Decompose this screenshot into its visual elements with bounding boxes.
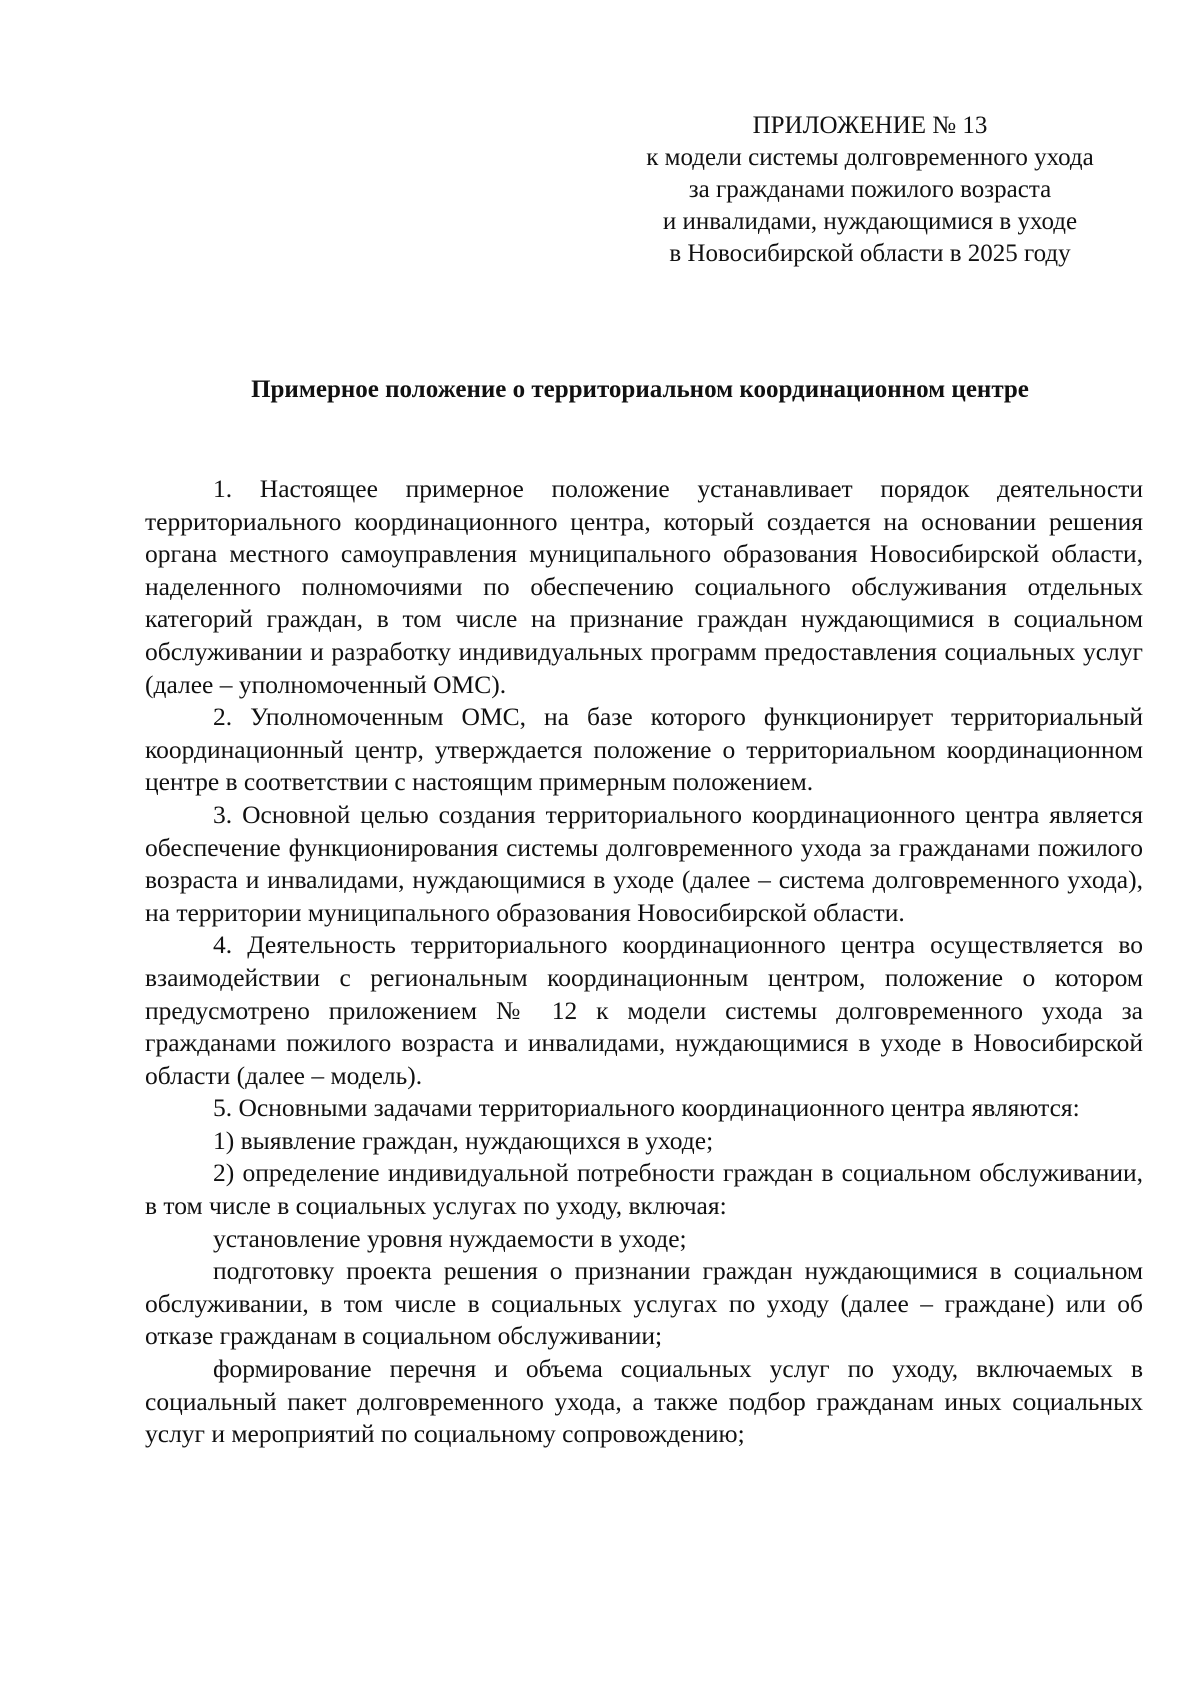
paragraph: 1) выявление граждан, нуждающихся в уходе; [213, 1125, 714, 1155]
paragraph: формирование перечня и объема социальных услуг по уходу, включаемых в социальный пакет долговременного ухода, а также подбор гражданам иных социальных услуг и мероприятий по социальному сопровождению; [145, 1354, 1143, 1449]
paragraph: 5. Основными задачами территориального координационного центра являются: [213, 1093, 1080, 1123]
paragraph: 3. Основной целью создания территориального координационного центра является обеспечение функционирования системы долговременного ухода за гражданами пожилого возраста и инвалидами, нуждающимися в уходе (далее – система долговременного ухода), на территории муниципального образования Новосибирской области. [145, 799, 1143, 927]
paragraph: 4. Деятельность территориального координационного центра осуществляется во взаимодействии с региональным координационным центром, положение о котором предусмотрено приложением № 12 к модели системы долговременного ухода за гражданами пожилого возраста и инвалидами, нуждающимися в уходе в Новосибирской области (далее – модель). [145, 930, 1143, 1090]
paragraph: установление уровня нуждаемости в уходе; [213, 1223, 687, 1253]
document-title: Примерное положение о территориальном координационном центре [251, 376, 1029, 403]
document-body [145, 473, 1143, 1451]
paragraph: подготовку проекта решения о признании граждан нуждающимися в социальном обслуживании, в том числе в социальных услугах по уходу (далее – граждане) или об отказе гражданам в социальном обслуживании; [145, 1256, 1143, 1351]
appendix-header-line: и инвалидами, нуждающимися в уходе [662, 208, 1078, 235]
appendix-header-line: в Новосибирской области в 2025 году [669, 240, 1071, 267]
paragraph: 2) определение индивидуальной потребности граждан в социальном обслуживании, в том числе в социальных услугах по уходу, включая: [145, 1158, 1143, 1221]
appendix-header-line: за гражданами пожилого возраста [688, 176, 1052, 203]
appendix-header [590, 110, 1150, 270]
appendix-number: ПРИЛОЖЕНИЕ № 13 [752, 112, 988, 139]
appendix-header-line: к модели системы долговременного ухода [646, 144, 1094, 171]
paragraph: 2. Уполномоченным ОМС, на базе которого функционирует территориальный координационный центр, утверждается положение о территориальном координационном центре в соответствии с настоящим примерным положением. [145, 702, 1143, 797]
paragraph: 1. Настоящее примерное положение устанавливает порядок деятельности территориального координационного центра, который создается на основании решения органа местного самоуправления муниципального образования Новосибирской области, наделенного полномочиями по обеспечению социального обслуживания отдельных категорий граждан, в том числе на признание граждан нуждающимися в социальном обслуживании и разработку индивидуальных программ предоставления социальных услуг (далее – уполномоченный ОМС). [145, 474, 1143, 699]
